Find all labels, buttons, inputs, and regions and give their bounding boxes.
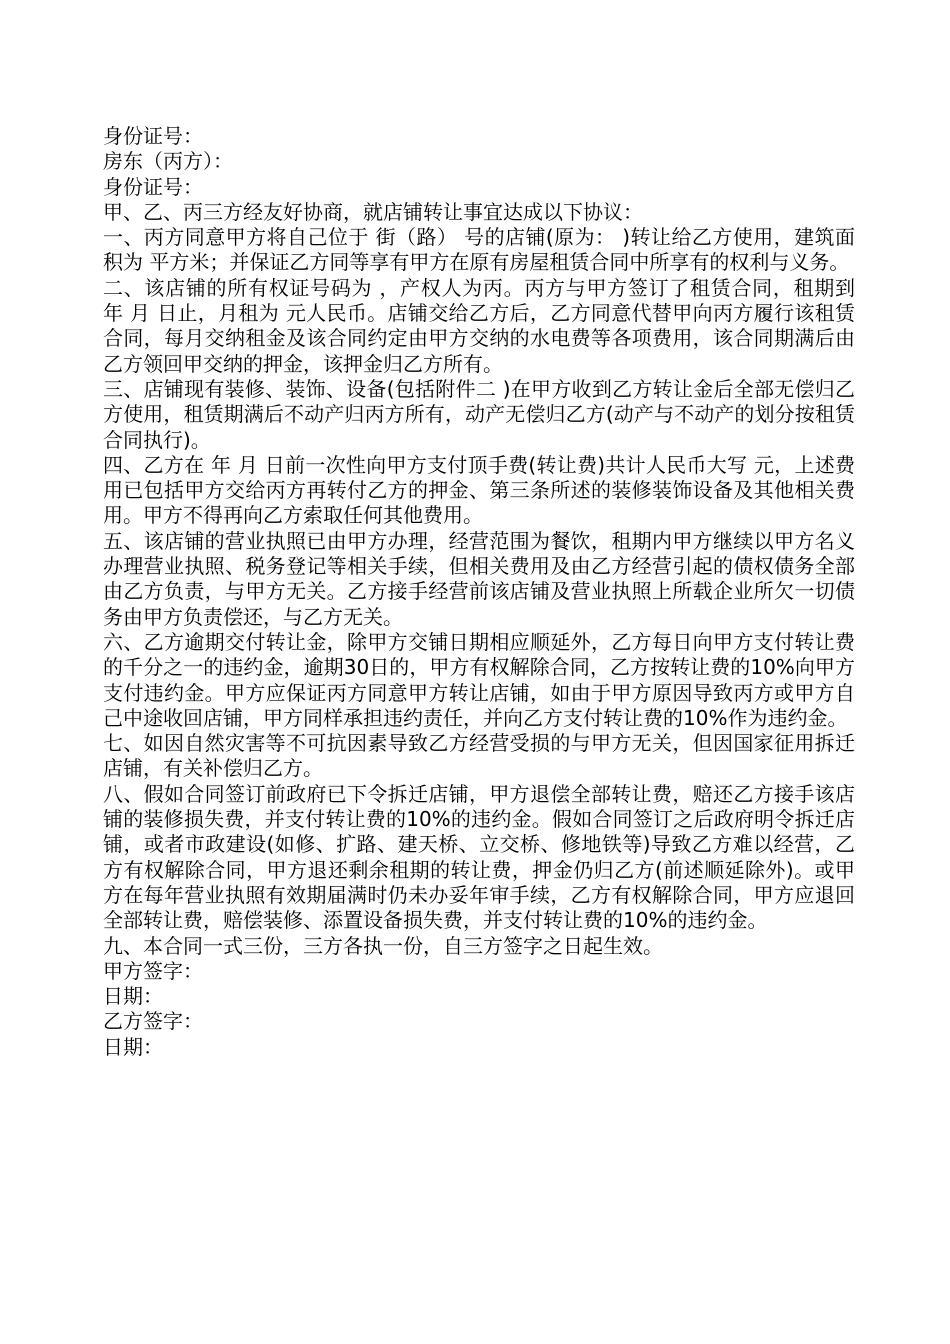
party-b-signature-line: 乙方签字： bbox=[103, 1009, 203, 1034]
landlord-party-c-line: 房东（丙方）： bbox=[103, 149, 233, 174]
date-line: 日期： bbox=[103, 1034, 163, 1059]
clause-6: 六、乙方逾期交付转让金，除甲方交铺日期相应顺延外，乙方每日向甲方支付转让费的千分之一的违约金，逾期30日的，甲方有权解除合同，乙方按转让费的10%向甲方支付违约金。甲方应保证丙方同意甲方转让店铺，如由于甲方原因导致丙方或甲方自己中途收回店铺，甲方同样承担违约责任，并向乙方支付转让费的10%作为违约金。 bbox=[103, 629, 855, 730]
clause-5: 五、该店铺的营业执照已由甲方办理，经营范围为餐饮，租期内甲方继续以甲方名义办理营业执照、税务登记等相关手续，但相关费用及由乙方经营引起的债权债务全部由乙方负责，与甲方无关。乙方接手经营前该店铺及营业执照上所载企业所欠一切债务由甲方负责偿还，与乙方无关。 bbox=[103, 528, 855, 629]
clause-9: 九、本合同一式三份，三方各执一份，自三方签字之日起生效。 bbox=[103, 933, 663, 958]
id-number-line: 身份证号： bbox=[103, 174, 203, 199]
party-a-signature-line: 甲方签字： bbox=[103, 958, 203, 983]
date-line: 日期： bbox=[103, 984, 163, 1009]
contract-body bbox=[103, 124, 855, 1060]
clause-3: 三、店铺现有装修、装饰、设备(包括附件二 )在甲方收到乙方转让金后全部无偿归乙方使用，租赁期满后不动产归丙方所有，动产无偿归乙方(动产与不动产的划分按租赁合同执行)。 bbox=[103, 376, 855, 452]
preamble-paragraph: 甲、乙、丙三方经友好协商，就店铺转让事宜达成以下协议： bbox=[103, 199, 643, 224]
clause-8: 八、假如合同签订前政府已下令拆迁店铺，甲方退偿全部转让费，赔还乙方接手该店铺的装修损失费，并支付转让费的10%的违约金。假如合同签订之后政府明令拆迁店铺，或者市政建设(如修、扩路、建天桥、立交桥、修地铁等)导致乙方难以经营，乙方有权解除合同，甲方退还剩余租期的转让费，押金仍归乙方(前述顺延除外)。或甲方在每年营业执照有效期届满时仍未办妥年审手续，乙方有权解除合同，甲方应退回全部转让费，赔偿装修、添置设备损失费，并支付转让费的10%的违约金。 bbox=[103, 781, 855, 933]
clause-1: 一、丙方同意甲方将自己位于 街（路） 号的店铺(原为： )转让给乙方使用，建筑面积为 平方米；并保证乙方同等享有甲方在原有房屋租赁合同中所享有的权利与义务。 bbox=[103, 225, 855, 275]
clause-2: 二、该店铺的所有权证号码为 ，产权人为丙。丙方与甲方签订了租赁合同，租期到 年 月 日止，月租为 元人民币。店铺交给乙方后，乙方同意代替甲向丙方履行该租赁合同，每月交纳租金及该合同约定由甲方交纳的水电费等各项费用，该合同期满后由乙方领回甲交纳的押金，该押金归乙方所有。 bbox=[103, 275, 855, 376]
id-number-line: 身份证号： bbox=[103, 124, 203, 148]
clause-4: 四、乙方在 年 月 日前一次性向甲方支付顶手费(转让费)共计人民币大写 元，上述费用已包括甲方交给丙方再转付乙方的押金、第三条所述的装修装饰设备及其他相关费用。甲方不得再向乙方索取任何其他费用。 bbox=[103, 452, 855, 528]
clause-7: 七、如因自然灾害等不可抗因素导致乙方经营受损的与甲方无关，但因国家征用拆迁店铺，有关补偿归乙方。 bbox=[103, 731, 855, 781]
